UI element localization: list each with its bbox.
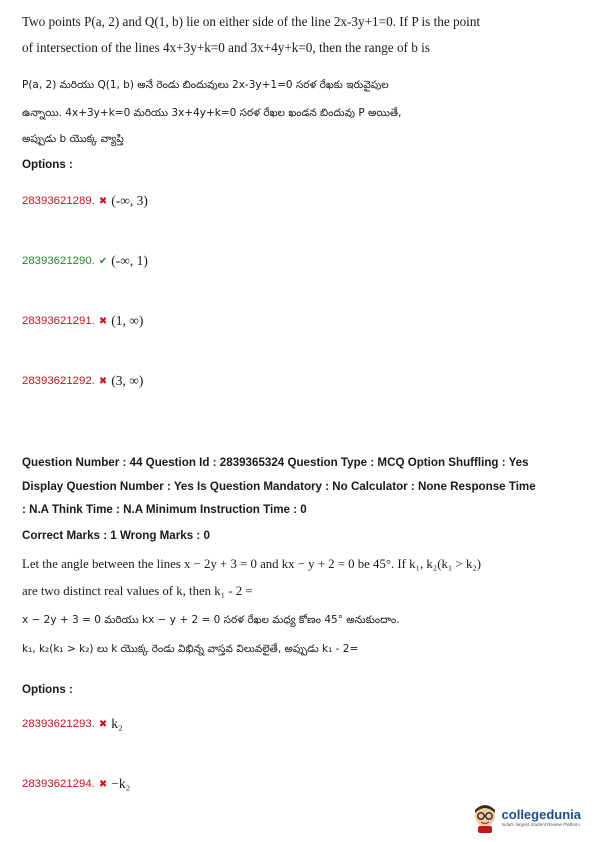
q43-text-en-2: of intersection of the lines 4x+3y+k=0 and 3x+4y+k=0, then the range of b is xyxy=(22,40,430,55)
q43-option-3 xyxy=(22,313,143,329)
q44-meta-2: Display Question Number : Yes Is Question Mandatory : No Calculator : None Response Time xyxy=(22,480,536,493)
cross-icon: ✖ xyxy=(98,375,108,387)
option-text: (1, ∞) xyxy=(111,313,144,328)
q43-text-te-2: ఉన్నాయి. 4x+3y+k=0 మరియు 3x+4y+k=0 సరళ రేఖల ఖండన బిందువు P అయితే, xyxy=(22,107,402,119)
check-icon: ✔ xyxy=(98,255,108,267)
q43-text-en-1: Two points P(a, 2) and Q(1, b) lie on either side of the line 2x-3y+1=0. If P is the point xyxy=(22,14,481,29)
option-id: 28393621294. xyxy=(22,778,95,790)
logo-name: collegedunia xyxy=(501,807,581,822)
q44-text-te-2: k₁, k₂(k₁ > k₂) లు k యొక్క రెండు విభిన్న వాస్తవ విలువలైతే, అప్పుడు k₁ - 2= xyxy=(22,643,359,655)
mascot-icon xyxy=(472,803,498,833)
option-text: (3, ∞) xyxy=(111,373,144,388)
q44-meta-1: Question Number : 44 Question Id : 2839365324 Question Type : MCQ Option Shuffling : Yes xyxy=(22,456,529,469)
option-id: 28393621292. xyxy=(22,375,95,387)
q43-options-label: Options : xyxy=(22,158,73,171)
q43-text-te-3: అప్పుడు b యొక్క వ్యాప్తి xyxy=(22,133,124,145)
option-text: k₂ xyxy=(111,716,123,731)
option-id: 28393621289. xyxy=(22,195,95,207)
cross-icon: ✖ xyxy=(98,315,108,327)
q44-marks: Correct Marks : 1 Wrong Marks : 0 xyxy=(22,529,210,542)
option-text: (-∞, 1) xyxy=(111,253,148,268)
q44-text-en-1: Let the angle between the lines x − 2y + 3 = 0 and kx − y + 2 = 0 be 45°. If k₁, k₂(k₁ > k₂) xyxy=(22,557,482,571)
option-text: (-∞, 3) xyxy=(111,193,148,208)
q44-text-en-2: are two distinct real values of k, then k₁ - 2 = xyxy=(22,584,253,598)
q43-option-4 xyxy=(22,373,143,389)
collegedunia-logo[interactable] xyxy=(472,803,581,833)
q43-option-2 xyxy=(22,253,148,269)
option-id: 28393621290. xyxy=(22,255,95,267)
cross-icon: ✖ xyxy=(98,718,108,730)
cross-icon: ✖ xyxy=(98,778,108,790)
q44-option-1 xyxy=(22,716,123,732)
logo-tagline: India's largest Student Review Platform xyxy=(501,822,580,827)
option-id: 28393621291. xyxy=(22,315,95,327)
q43-option-1 xyxy=(22,193,148,209)
q43-text-te-1: P(a, 2) మరియు Q(1, b) అనే రెండు బిందువులు 2x-3y+1=0 సరళ రేఖకు ఇరువైపుల xyxy=(22,79,389,91)
option-id: 28393621293. xyxy=(22,718,95,730)
q44-options-label: Options : xyxy=(22,683,73,696)
q44-option-2 xyxy=(22,776,130,792)
q44-meta-3: : N.A Think Time : N.A Minimum Instruction Time : 0 xyxy=(22,503,307,516)
q44-text-te-1: x − 2y + 3 = 0 మరియు kx − y + 2 = 0 సరళ రేఖల మధ్య కోణం 45° అనుకుందాం. xyxy=(22,614,400,626)
cross-icon: ✖ xyxy=(98,195,108,207)
option-text: −k₂ xyxy=(111,776,131,791)
